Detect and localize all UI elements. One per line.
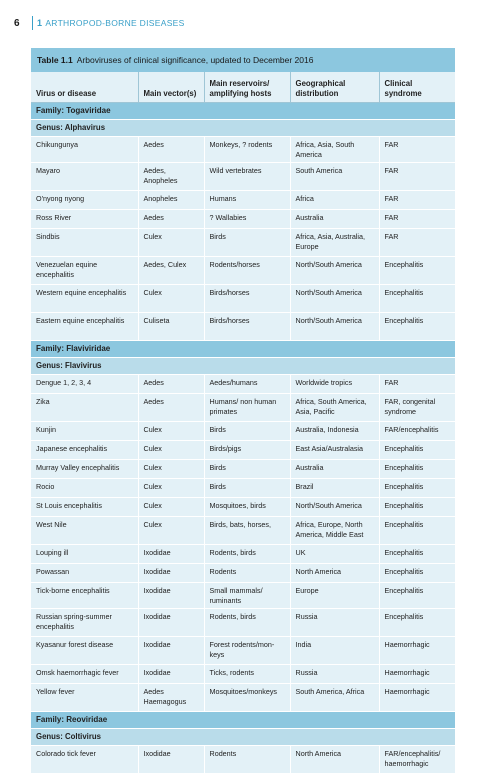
syndrome-cell: Encephalitis bbox=[379, 285, 455, 313]
virus-name-cell: Sindbis bbox=[31, 229, 138, 257]
table-row bbox=[31, 665, 455, 684]
virus-name-cell: Eastern equine encephalitis bbox=[31, 313, 138, 341]
vector-cell: Aedes Haemagogus bbox=[138, 684, 204, 712]
column-header-virus: Virus or disease bbox=[31, 72, 138, 103]
virus-name-cell: Chikungunya bbox=[31, 137, 138, 163]
distribution-cell: Worldwide tropics bbox=[290, 375, 379, 394]
reservoir-cell: Birds/horses bbox=[204, 285, 290, 313]
column-header-distribution: Geographical distribution bbox=[290, 72, 379, 103]
virus-name-cell: Zika bbox=[31, 394, 138, 422]
table-row bbox=[31, 210, 455, 229]
vector-cell: Aedes bbox=[138, 137, 204, 163]
distribution-cell: North/South America bbox=[290, 498, 379, 517]
virus-name-cell: Ross River bbox=[31, 210, 138, 229]
family-label: Family: Reoviridae bbox=[31, 712, 455, 729]
virus-name-cell: Yellow fever bbox=[31, 684, 138, 712]
reservoir-cell: Rodents bbox=[204, 746, 290, 774]
distribution-cell: Africa, South America, Asia, Pacific bbox=[290, 394, 379, 422]
table-row bbox=[31, 498, 455, 517]
reservoir-cell: Birds bbox=[204, 460, 290, 479]
reservoir-cell: Rodents, birds bbox=[204, 545, 290, 564]
reservoir-cell: Mosquitoes/monkeys bbox=[204, 684, 290, 712]
distribution-cell: India bbox=[290, 637, 379, 665]
syndrome-cell: Encephalitis bbox=[379, 517, 455, 545]
vector-cell: Culex bbox=[138, 517, 204, 545]
table-row bbox=[31, 609, 455, 637]
virus-name-cell: Kunjin bbox=[31, 422, 138, 441]
distribution-cell: Africa, Europe, North America, Middle East bbox=[290, 517, 379, 545]
virus-name-cell: Murray Valley encephalitis bbox=[31, 460, 138, 479]
table-row bbox=[31, 746, 455, 774]
vector-cell: Ixodidae bbox=[138, 545, 204, 564]
column-header-reservoir: Main reservoirs/ amplifying hosts bbox=[204, 72, 290, 103]
virus-name-cell: St Louis encephalitis bbox=[31, 498, 138, 517]
distribution-cell: Australia bbox=[290, 460, 379, 479]
virus-name-cell: Tick-borne encephalitis bbox=[31, 583, 138, 609]
vector-cell: Ixodidae bbox=[138, 564, 204, 583]
table-row bbox=[31, 313, 455, 341]
table-row bbox=[31, 545, 455, 564]
distribution-cell: UK bbox=[290, 545, 379, 564]
family-row bbox=[31, 712, 455, 729]
syndrome-cell: Encephalitis bbox=[379, 441, 455, 460]
reservoir-cell: Mosquitoes, birds bbox=[204, 498, 290, 517]
syndrome-cell: FAR bbox=[379, 375, 455, 394]
vector-cell: Ixodidae bbox=[138, 583, 204, 609]
genus-label: Genus: Flavivirus bbox=[31, 358, 455, 375]
distribution-cell: North America bbox=[290, 746, 379, 774]
distribution-cell: East Asia/Australasia bbox=[290, 441, 379, 460]
family-row bbox=[31, 341, 455, 358]
table-row bbox=[31, 684, 455, 712]
table-row bbox=[31, 479, 455, 498]
page-number: 6 bbox=[14, 17, 20, 29]
virus-name-cell: Colorado tick fever bbox=[31, 746, 138, 774]
vector-cell: Culiseta bbox=[138, 313, 204, 341]
vector-cell: Culex bbox=[138, 229, 204, 257]
vector-cell: Aedes, Culex bbox=[138, 257, 204, 285]
virus-name-cell: Rocio bbox=[31, 479, 138, 498]
vector-cell: Ixodidae bbox=[138, 637, 204, 665]
table-row bbox=[31, 460, 455, 479]
distribution-cell: Africa, Asia, Australia, Europe bbox=[290, 229, 379, 257]
syndrome-cell: Encephalitis bbox=[379, 609, 455, 637]
vector-cell: Anopheles bbox=[138, 191, 204, 210]
syndrome-cell: Encephalitis bbox=[379, 479, 455, 498]
chapter-number: 1 bbox=[37, 18, 43, 28]
distribution-cell: North/South America bbox=[290, 257, 379, 285]
table-row bbox=[31, 375, 455, 394]
syndrome-cell: FAR/encephalitis bbox=[379, 422, 455, 441]
syndrome-cell: Encephalitis bbox=[379, 583, 455, 609]
vector-cell: Culex bbox=[138, 498, 204, 517]
syndrome-cell: Encephalitis bbox=[379, 313, 455, 341]
running-head bbox=[14, 14, 194, 32]
genus-row bbox=[31, 358, 455, 375]
syndrome-cell: FAR bbox=[379, 210, 455, 229]
virus-name-cell: Japanese encephalitis bbox=[31, 441, 138, 460]
family-row bbox=[31, 103, 455, 120]
syndrome-cell: Haemorrhagic bbox=[379, 665, 455, 684]
table-row bbox=[31, 517, 455, 545]
vector-cell: Aedes bbox=[138, 375, 204, 394]
syndrome-cell: Encephalitis bbox=[379, 545, 455, 564]
table-row bbox=[31, 191, 455, 210]
distribution-cell: Europe bbox=[290, 583, 379, 609]
reservoir-cell: ? Wallabies bbox=[204, 210, 290, 229]
table-row bbox=[31, 422, 455, 441]
syndrome-cell: FAR bbox=[379, 163, 455, 191]
reservoir-cell: Birds bbox=[204, 479, 290, 498]
arbovirus-table bbox=[31, 48, 455, 768]
virus-name-cell: Mayaro bbox=[31, 163, 138, 191]
table-row bbox=[31, 564, 455, 583]
reservoir-cell: Forest rodents/mon-keys bbox=[204, 637, 290, 665]
reservoir-cell: Ticks, rodents bbox=[204, 665, 290, 684]
syndrome-cell: Haemorrhagic bbox=[379, 684, 455, 712]
reservoir-cell: Rodents bbox=[204, 564, 290, 583]
data-table bbox=[31, 72, 455, 774]
virus-name-cell: West Nile bbox=[31, 517, 138, 545]
distribution-cell: Russia bbox=[290, 609, 379, 637]
distribution-cell: Australia, Indonesia bbox=[290, 422, 379, 441]
reservoir-cell: Humans bbox=[204, 191, 290, 210]
distribution-cell: Africa bbox=[290, 191, 379, 210]
table-row bbox=[31, 583, 455, 609]
column-header-syndrome: Clinical syndrome bbox=[379, 72, 455, 103]
syndrome-cell: FAR bbox=[379, 191, 455, 210]
table-row bbox=[31, 257, 455, 285]
syndrome-cell: FAR/encephalitis/ haemorrhagic bbox=[379, 746, 455, 774]
distribution-cell: North America bbox=[290, 564, 379, 583]
header-row bbox=[31, 72, 455, 103]
table-row bbox=[31, 229, 455, 257]
table-row bbox=[31, 137, 455, 163]
syndrome-cell: FAR bbox=[379, 229, 455, 257]
genus-label: Genus: Coltivirus bbox=[31, 729, 455, 746]
genus-row bbox=[31, 729, 455, 746]
syndrome-cell: Haemorrhagic bbox=[379, 637, 455, 665]
virus-name-cell: Omsk haemorrhagic fever bbox=[31, 665, 138, 684]
reservoir-cell: Rodents/horses bbox=[204, 257, 290, 285]
distribution-cell: South America bbox=[290, 163, 379, 191]
table-row bbox=[31, 163, 455, 191]
reservoir-cell: Wild vertebrates bbox=[204, 163, 290, 191]
virus-name-cell: O'nyong nyong bbox=[31, 191, 138, 210]
vector-cell: Aedes bbox=[138, 394, 204, 422]
reservoir-cell: Small mammals/ ruminants bbox=[204, 583, 290, 609]
reservoir-cell: Monkeys, ? rodents bbox=[204, 137, 290, 163]
reservoir-cell: Birds/horses bbox=[204, 313, 290, 341]
family-label: Family: Togaviridae bbox=[31, 103, 455, 120]
table-body bbox=[31, 103, 455, 774]
syndrome-cell: FAR bbox=[379, 137, 455, 163]
virus-name-cell: Western equine encephalitis bbox=[31, 285, 138, 313]
chapter-heading bbox=[32, 16, 185, 30]
chapter-title: ARTHROPOD-BORNE DISEASES bbox=[45, 18, 185, 28]
reservoir-cell: Rodents, birds bbox=[204, 609, 290, 637]
syndrome-cell: Encephalitis bbox=[379, 564, 455, 583]
reservoir-cell: Birds bbox=[204, 422, 290, 441]
distribution-cell: Russia bbox=[290, 665, 379, 684]
column-header-vector: Main vector(s) bbox=[138, 72, 204, 103]
syndrome-cell: Encephalitis bbox=[379, 257, 455, 285]
vector-cell: Aedes bbox=[138, 210, 204, 229]
family-label: Family: Flaviviridae bbox=[31, 341, 455, 358]
vector-cell: Culex bbox=[138, 441, 204, 460]
genus-label: Genus: Alphavirus bbox=[31, 120, 455, 137]
distribution-cell: Australia bbox=[290, 210, 379, 229]
virus-name-cell: Powassan bbox=[31, 564, 138, 583]
syndrome-cell: Encephalitis bbox=[379, 460, 455, 479]
vector-cell: Culex bbox=[138, 422, 204, 441]
vector-cell: Culex bbox=[138, 460, 204, 479]
table-row bbox=[31, 441, 455, 460]
reservoir-cell: Humans/ non human primates bbox=[204, 394, 290, 422]
table-row bbox=[31, 285, 455, 313]
virus-name-cell: Russian spring-summer encephalitis bbox=[31, 609, 138, 637]
table-caption-label: Table 1.1 bbox=[37, 55, 73, 65]
distribution-cell: Africa, Asia, South America bbox=[290, 137, 379, 163]
virus-name-cell: Dengue 1, 2, 3, 4 bbox=[31, 375, 138, 394]
table-caption bbox=[31, 48, 455, 72]
distribution-cell: Brazil bbox=[290, 479, 379, 498]
distribution-cell: North/South America bbox=[290, 313, 379, 341]
vector-cell: Aedes, Anopheles bbox=[138, 163, 204, 191]
reservoir-cell: Birds bbox=[204, 229, 290, 257]
reservoir-cell: Birds, bats, horses, bbox=[204, 517, 290, 545]
distribution-cell: North/South America bbox=[290, 285, 379, 313]
reservoir-cell: Aedes/humans bbox=[204, 375, 290, 394]
vector-cell: Ixodidae bbox=[138, 609, 204, 637]
reservoir-cell: Birds/pigs bbox=[204, 441, 290, 460]
syndrome-cell: Encephalitis bbox=[379, 498, 455, 517]
vector-cell: Ixodidae bbox=[138, 665, 204, 684]
virus-name-cell: Louping ill bbox=[31, 545, 138, 564]
vector-cell: Culex bbox=[138, 479, 204, 498]
virus-name-cell: Kyasanur forest disease bbox=[31, 637, 138, 665]
table-caption-text: Arboviruses of clinical significance, updated to December 2016 bbox=[76, 55, 314, 65]
virus-name-cell: Venezuelan equine encephalitis bbox=[31, 257, 138, 285]
vector-cell: Culex bbox=[138, 285, 204, 313]
table-row bbox=[31, 394, 455, 422]
genus-row bbox=[31, 120, 455, 137]
table-row bbox=[31, 637, 455, 665]
vector-cell: Ixodidae bbox=[138, 746, 204, 774]
syndrome-cell: FAR, congenital syndrome bbox=[379, 394, 455, 422]
distribution-cell: South America, Africa bbox=[290, 684, 379, 712]
